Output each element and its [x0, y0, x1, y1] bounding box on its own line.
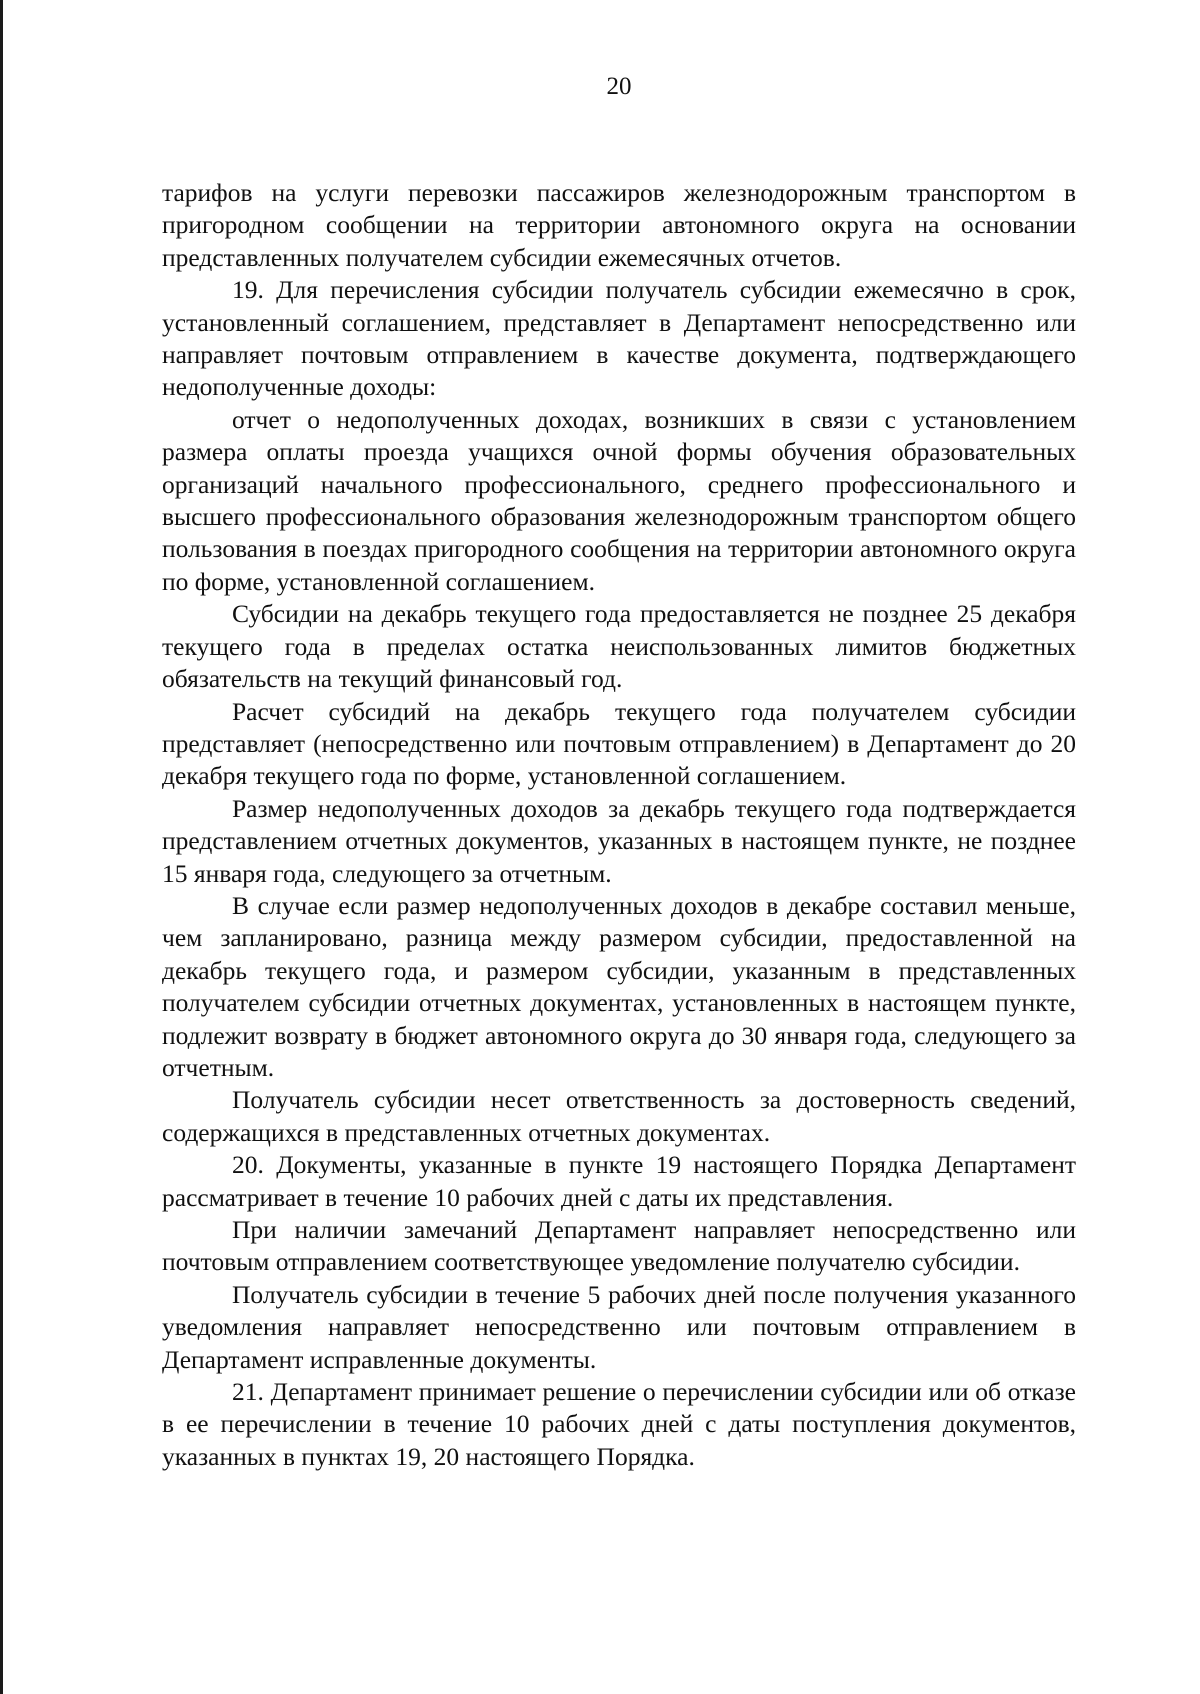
scan-edge — [0, 0, 3, 1694]
paragraph-tariffs-continuation: тарифов на услуги перевозки пассажиров железнодорожным транспортом в пригородном сообщении на территории автономного округа на основании представленных получателем субсидии ежемесячных отчетов. — [162, 178, 1076, 272]
document-body — [162, 177, 1076, 1473]
paragraph-refund-difference: В случае если размер недополученных доходов в декабре составил меньше, чем запланировано, разница между размером субсидии, предоставленной на декабрь текущего года, и размером субсидии, указанным в представленных получателем субсидии отчетных документах, установленных в настоящем пункте, подлежит возврату в бюджет автономного округа до 30 января года, следующего за отчетным. — [162, 890, 1076, 1082]
paragraph-december-confirmation: Размер недополученных доходов за декабрь текущего года подтверждается представлением отчетных документов, указанных в настоящем пункте, не позднее 15 января года, следующего за отчетным. — [162, 793, 1076, 888]
paragraph-item-19: 19. Для перечисления субсидии получатель субсидии ежемесячно в срок, установленный соглашением, представляет в Департамент непосредственно или направляет почтовым отправлением в качестве документа, подтверждающего недополученные доходы: — [162, 275, 1076, 402]
paragraph-item-20: 20. Документы, указанные в пункте 19 настоящего Порядка Департамент рассматривает в течение 10 рабочих дней с даты их представления. — [162, 1150, 1076, 1212]
page-number: 20 — [606, 73, 632, 100]
paragraph-item-21: 21. Департамент принимает решение о перечислении субсидии или об отказе в ее перечислении в течение 10 рабочих дней с даты поступления документов, указанных в пунктах 19, 20 настоящего Порядка. — [162, 1377, 1076, 1471]
paragraph-report-lost-income: отчет о недополученных доходах, возникших в связи с установлением размера оплаты проезда учащихся очной формы обучения образовательных организаций начального профессионального, среднего профессионального и высшего профессионального образования железнодорожным транспортом общего пользования в поездах пригородного сообщения на территории автономного округа по форме, установленной соглашением. — [162, 404, 1076, 596]
paragraph-corrected-documents: Получатель субсидии в течение 5 рабочих дней после получения указанного уведомления направляет непосредственно или почтовым отправлением в Департамент исправленные документы. — [162, 1279, 1076, 1374]
paragraph-december-calculation: Расчет субсидий на декабрь текущего года получателем субсидии представляет (непосредственно или почтовым отправлением) в Департамент до 20 декабря текущего года по форме, установленной соглашением. — [162, 696, 1076, 791]
paragraph-remarks-notice: При наличии замечаний Департамент направляет непосредственно или почтовым отправлением соответствующее уведомление получателю субсидии. — [162, 1215, 1076, 1277]
paragraph-december-subsidy: Субсидии на декабрь текущего года предоставляется не позднее 25 декабря текущего года в пределах остатка неиспользованных лимитов бюджетных обязательств на текущий финансовый год. — [162, 599, 1076, 694]
paragraph-responsibility: Получатель субсидии несет ответственность за достоверность сведений, содержащихся в представленных отчетных документах. — [162, 1085, 1076, 1147]
